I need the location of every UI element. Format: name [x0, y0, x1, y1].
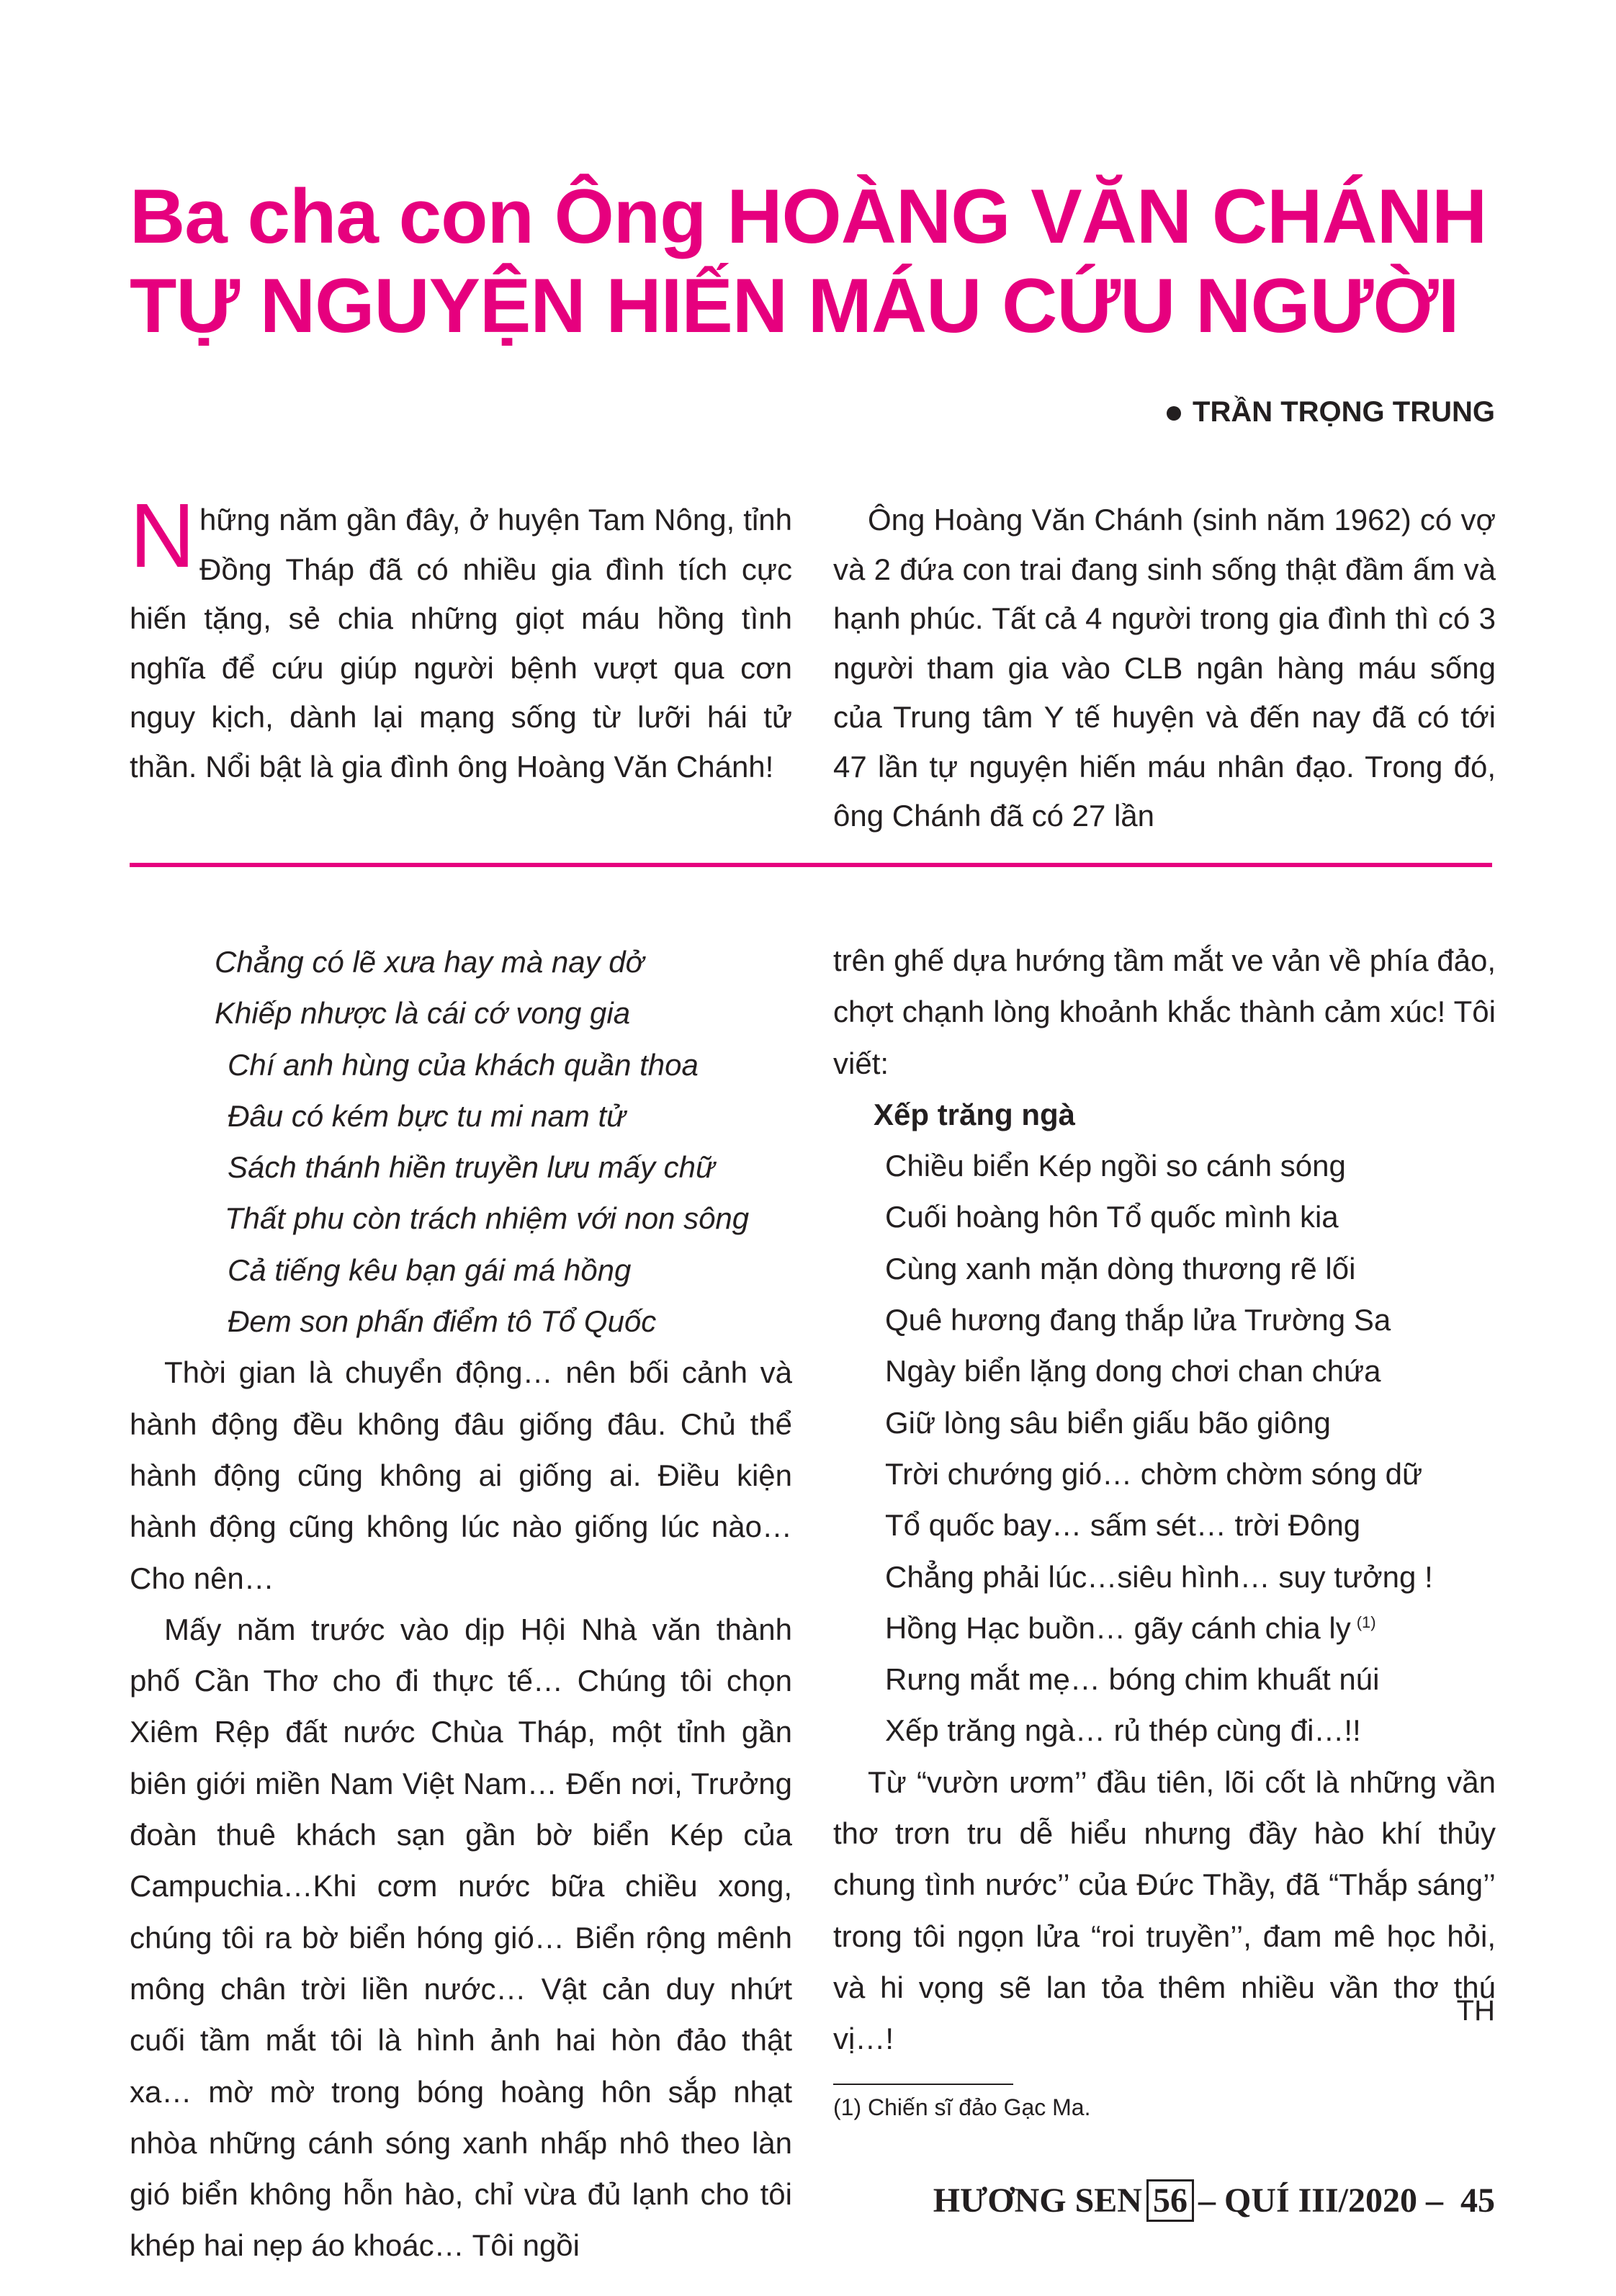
- issue-period: – QUÍ III/2020 –: [1198, 2181, 1443, 2220]
- intro-right: Ông Hoàng Văn Chánh (sinh năm 1962) có vợ và 2 đứa con trai đang sinh sống thật đầm ấm và hạnh phúc. Tất cả 4 người trong gia đình thì có 3 người tham gia vào CLB ngân hàng máu sống của Trung tâm Y tế huyện và đến nay đã có tới 47 lần tự nguyện hiến máu nhân đạo. Trong đó, ông Chánh đã có 27 lần: [833, 503, 1496, 833]
- author-byline: [1167, 396, 1495, 429]
- poem-line: Ngày biển lặng dong chơi chan chứa: [885, 1354, 1381, 1389]
- poem-block: [215, 936, 792, 1347]
- title-line-1: Ba cha con Ông HOÀNG VĂN CHÁNH: [130, 173, 1487, 259]
- poem-line: Chiều biển Kép ngồi so cánh sóng: [885, 1149, 1346, 1183]
- paragraph: Mấy năm trước vào dịp Hội Nhà văn thành phố Cần Thơ cho đi thực tế… Chúng tôi chọn Xiêm Rệp đất nước Chùa Tháp, một tỉnh gần biên giới miền Nam Việt Nam… Đến nơi, Trưởng đoàn thuê khách sạn gần bờ biển Kép của Campuchia…Khi cơm nước bữa chiều xong, chúng tôi ra bờ biển hóng gió… Biển rộng mênh mông chân trời liền nước… Vật cản duy nhứt cuối tầm mắt tôi là hình ảnh hai hòn đảo thật xa… mờ mờ trong bóng hoàng hôn sắp nhạt nhòa những cánh sóng xanh nhấp nhô theo làn gió biển không hỗn hào, chỉ vừa đủ lạnh cho tôi khép hai nẹp áo khoác… Tôi ngồi: [130, 1612, 792, 2263]
- section-divider: [130, 863, 1492, 867]
- poem-line: [885, 1602, 1496, 1654]
- title-line-2: TỰ NGUYỆN HIẾN MÁU CỨU NGƯỜI: [130, 262, 1459, 349]
- poem-line: Chí anh hùng của khách quần thoa: [228, 1047, 699, 1082]
- poem-line: Cả tiếng kêu bạn gái má hồng: [228, 1252, 632, 1287]
- poem-title: Xếp trăng ngà: [874, 1097, 1076, 1131]
- intro-left-text: hững năm gần đây, ở huyện Tam Nông, tỉnh Đồng Tháp đã có nhiều gia đình tích cực hiến tặng, sẻ chia những giọt máu hồng tình nghĩa để cứu giúp người bệnh vượt qua cơn nguy kịch, dành lại mạng sống từ lưỡi hái tử thần. Nổi bật là gia đình ông Hoàng Văn Chánh!: [130, 503, 792, 784]
- poem-line: Đem son phấn điểm tô Tổ Quốc: [228, 1304, 657, 1339]
- intro-left: [130, 485, 792, 792]
- bullet-icon: [1167, 406, 1181, 421]
- footnote-divider: [833, 2084, 1013, 2085]
- author-name: TRẦN TRỌNG TRUNG: [1193, 396, 1495, 428]
- footnote: (1) Chiến sĩ đảo Gạc Ma.: [833, 2094, 1091, 2120]
- poem-line-text: Hồng Hạc buồn… gãy cánh chia ly: [885, 1610, 1351, 1645]
- poem-line: Sách thánh hiền truyền lưu mấy chữ: [228, 1150, 715, 1185]
- page-footer: [933, 2181, 1495, 2220]
- paragraph: Thời gian là chuyển động… nên bối cảnh và hành động đều không đâu giống đâu. Chủ thể hành động cũng không ai giống ai. Điều kiện hành động cũng không lúc nào giống lúc nào… Cho nên…: [130, 1355, 792, 1595]
- poem-line: Xếp trăng ngà… rủ thép cùng đi…!!: [885, 1713, 1361, 1748]
- poem-line: Tổ quốc bay… sấm sét… trời Đông: [885, 1508, 1361, 1543]
- paragraph: trên ghế dựa hướng tầm mắt ve vản về phía đảo, chợt chạnh lòng khoảnh khắc thành cảm xúc! Tôi viết:: [833, 943, 1496, 1080]
- right-column: [833, 935, 1496, 2065]
- article-title: [130, 171, 1498, 350]
- magazine-name: HƯƠNG SEN: [933, 2181, 1142, 2220]
- closing-paragraph: Từ “vườn ươm’’ đầu tiên, lõi cốt là những vần thơ trơn tru dễ hiểu nhưng đầy hào khí thủy chung tình nước’’ của Đức Thầy, đã “Thắp sáng’’ trong tôi ngọn lửa “roi truyền’’, đam mê học hỏi, và hi vọng sẽ lan tỏa thêm nhiều vần thơ thú vị…!: [833, 1764, 1496, 2056]
- poem-line: Quê hương đang thắp lửa Trường Sa: [885, 1303, 1391, 1337]
- poem-line: Cùng xanh mặn dòng thương rẽ lối: [885, 1251, 1356, 1286]
- footnote-ref: (1): [1356, 1613, 1376, 1631]
- signature: TH: [1456, 1995, 1495, 2027]
- poem-line: Chẳng phải lúc…siêu hình… suy tưởng !: [885, 1559, 1433, 1594]
- poem-line: Trời chướng gió… chờm chờm sóng dữ: [885, 1456, 1423, 1491]
- drop-cap: N: [130, 485, 195, 586]
- page-number: 45: [1460, 2181, 1495, 2220]
- poem-line: Thất phu còn trách nhiệm với non sông: [225, 1201, 750, 1236]
- issue-number: 56: [1146, 2179, 1194, 2222]
- poem-line: Đâu có kém bực tu mi nam tử: [228, 1098, 626, 1133]
- poem-line: Khiếp nhược là cái cớ vong gia: [215, 996, 631, 1031]
- poem-line: Giữ lòng sâu biển giấu bão giông: [885, 1405, 1331, 1440]
- poem-line: Cuối hoàng hôn Tổ quốc mình kia: [885, 1200, 1339, 1234]
- poem-line: Chẳng có lẽ xưa hay mà nay dở: [215, 945, 644, 979]
- poem-line: Rưng mắt mẹ… bóng chim khuất núi: [885, 1662, 1380, 1697]
- left-column: [130, 936, 792, 2272]
- poem-block: [833, 1140, 1496, 1757]
